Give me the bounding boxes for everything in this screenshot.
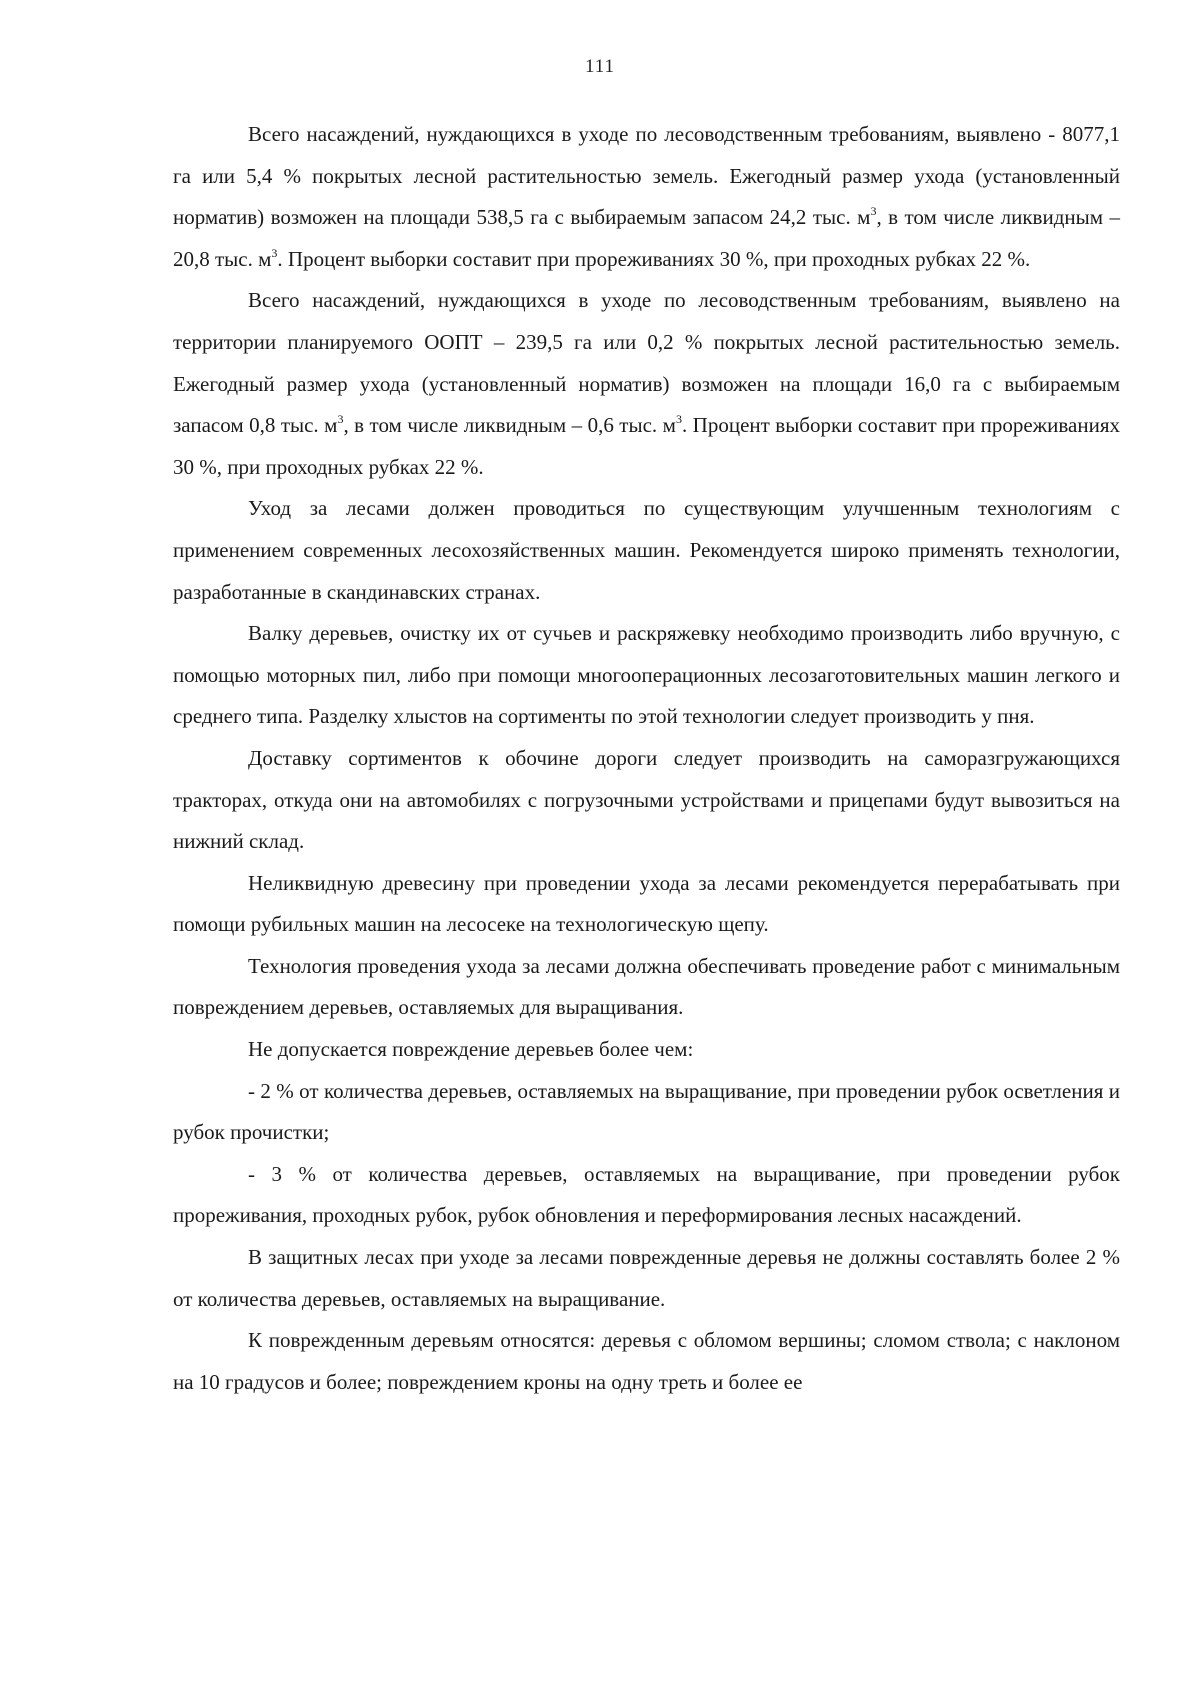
text-run: Доставку сортиментов к обочине дороги следует производить на саморазгружающихся тракторах, откуда они на автомобилях с погрузочными устройствами и прицепами будут вывозиться на нижний склад.	[173, 745, 1120, 854]
paragraph-p9	[173, 1071, 1120, 1154]
superscript: 3	[870, 204, 877, 219]
text-run: Не допускается повреждение деревьев более чем:	[248, 1037, 694, 1062]
paragraph-p2	[173, 280, 1120, 488]
text-run: Уход за лесами должен проводиться по существующим улучшенным технологиям с применением современных лесохозяйственных машин. Рекомендуется широко применять технологии, разработанные в скандинавских странах.	[173, 496, 1120, 604]
text-run: К поврежденным деревьям относятся: деревья с обломом вершины; сломом ствола; с наклоном на 10 градусов и более; повреждением кроны на одну треть и более ее	[173, 1328, 1120, 1394]
text-run: Валку деревьев, очистку их от сучьев и раскряжевку необходимо производить либо вручную, с помощью моторных пил, либо при помощи многооперационных лесозаготовительных машин легкого и среднего типа. Разделку хлыстов на сортименты по этой технологии следует производить у пня.	[173, 621, 1120, 729]
paragraph-p4	[173, 613, 1120, 738]
superscript: 3	[675, 412, 682, 427]
body-text	[173, 114, 1120, 1403]
paragraph-p6	[173, 863, 1120, 946]
paragraph-p10	[173, 1154, 1120, 1237]
paragraph-p12	[173, 1320, 1120, 1403]
text-run: Всего насаждений, нуждающихся в уходе по лесоводственным требованиям, выявлено - 8077,1 га или 5,4 % покрытых лесной растительностью земель. Ежегодный размер ухода (установленный норматив) возможен на площади 538,5 га с выбираемым запасом 24,2 тыс. м	[173, 122, 1120, 230]
paragraph-p7	[173, 946, 1120, 1029]
superscript: 3	[271, 245, 278, 260]
text-run: Неликвидную древесину при проведении ухода за лесами рекомендуется перерабатывать при помощи рубильных машин на лесосеке на технологическую щепу.	[173, 870, 1120, 937]
paragraph-p3	[173, 488, 1120, 613]
text-run: , в том числе ликвидным – 20,8 тыс. м	[173, 205, 1120, 271]
text-run: , в том числе ликвидным – 0,6 тыс. м	[343, 413, 676, 438]
page-number: 111	[584, 56, 616, 77]
text-run: Технология проведения ухода за лесами должна обеспечивать проведение работ с минимальным повреждением деревьев, оставляемых для выращивания.	[173, 953, 1120, 1020]
superscript: 3	[337, 412, 344, 427]
paragraph-p11	[173, 1237, 1120, 1320]
paragraph-p8	[173, 1029, 1120, 1071]
text-run: . Процент выборки составит при прореживаниях 30 %, при проходных рубках 22 %.	[173, 413, 1120, 479]
paragraph-p5	[173, 738, 1120, 863]
text-run: . Процент выборки составит при прореживаниях 30 %, при проходных рубках 22 %.	[277, 246, 1031, 271]
text-run: - 2 % от количества деревьев, оставляемых на выращивание, при проведении рубок осветления и рубок прочистки;	[173, 1078, 1120, 1145]
paragraph-p1	[173, 114, 1120, 280]
text-run: - 3 % от количества деревьев, оставляемых на выращивание, при проведении рубок прореживания, проходных рубок, рубок обновления и переформирования лесных насаждений.	[173, 1161, 1120, 1228]
text-run: В защитных лесах при уходе за лесами поврежденные деревья не должны составлять более 2 % от количества деревьев, оставляемых на выращивание.	[173, 1245, 1120, 1311]
text-run: Всего насаждений, нуждающихся в уходе по лесоводственным требованиям, выявлено на территории планируемого ООПТ – 239,5 га или 0,2 % покрытых лесной растительностью земель. Ежегодный размер ухода (установленный норматив) возможен на площади 16,0 га с выбираемым запасом 0,8 тыс. м	[173, 288, 1120, 438]
